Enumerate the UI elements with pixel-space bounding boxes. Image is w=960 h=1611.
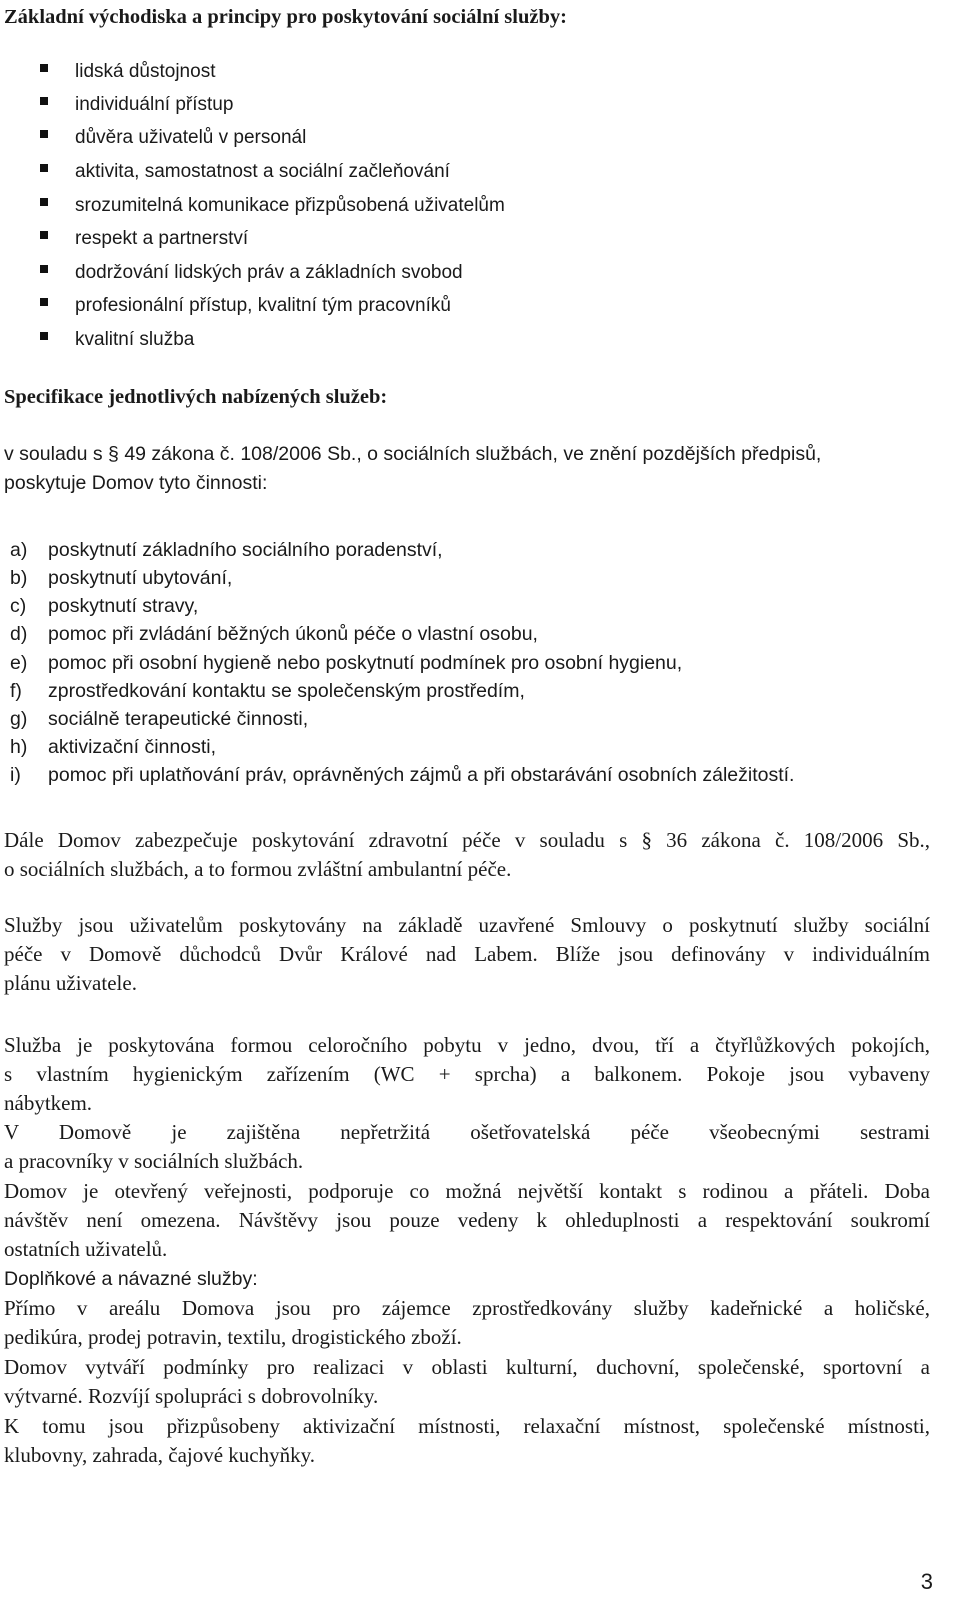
service-list-item: g) sociálně terapeutické činnosti, — [10, 708, 309, 730]
service-list-item: f) zprostředkování kontaktu se společenským prostředím, — [10, 680, 525, 702]
bullet-item: lidská důstojnost — [0, 55, 900, 88]
additional-services-heading: Doplňkové a návazné služby: — [4, 1268, 258, 1290]
open-house-paragraph-line: ostatních uživatelů. — [4, 1237, 168, 1261]
open-house-paragraph-line: návštěv není omezena. Návštěvy jsou pouze vedeny k ohleduplnosti a respektování soukromí — [4, 1208, 930, 1232]
additional-paragraph-line: pedikúra, prodej potravin, textilu, drogistického zboží. — [4, 1325, 462, 1349]
bullet-item: profesionální přístup, kvalitní tým pracovníků — [0, 289, 900, 322]
stay-paragraph-line: s vlastním hygienickým zařízením (WC + sprcha) a balkonem. Pokoje jsou vybaveny — [4, 1062, 930, 1086]
services-heading: Specifikace jednotlivých nabízených služeb: — [4, 386, 388, 408]
contract-paragraph-line: péče v Domově důchodců Dvůr Králové nad Labem. Blíže jsou definovány v individuálním — [4, 942, 930, 966]
square-bullet-icon — [40, 298, 48, 306]
service-list-item: d) pomoc při zvládání běžných úkonů péče o vlastní osobu, — [10, 623, 538, 645]
square-bullet-icon — [40, 164, 48, 172]
bullet-item: kvalitní služba — [0, 323, 900, 356]
service-list-item: b) poskytnutí ubytování, — [10, 567, 233, 589]
principles-heading: Základní východiska a principy pro poskytování sociální služby: — [4, 6, 567, 28]
square-bullet-icon — [40, 130, 48, 138]
bullet-item: individuální přístup — [0, 88, 900, 121]
square-bullet-icon — [40, 231, 48, 239]
square-bullet-icon — [40, 332, 48, 340]
additional-paragraph-line: Přímo v areálu Domova jsou pro zájemce zprostředkovány služby kadeřnické a holičské, — [4, 1296, 930, 1320]
stay-paragraph-line: Služba je poskytována formou celoročního pobytu v jedno, dvou, tří a čtyřlůžkových pokojích, — [4, 1033, 930, 1057]
bullet-item: respekt a partnerství — [0, 222, 900, 255]
service-list-item: h) aktivizační činnosti, — [10, 736, 216, 758]
rooms-paragraph-line: K tomu jsou přizpůsobeny aktivizační místnosti, relaxační místnost, společenské místnosti, — [4, 1414, 930, 1438]
bullet-item: aktivita, samostatnost a sociální začleňování — [0, 155, 900, 188]
service-list-item: e) pomoc při osobní hygieně nebo poskytnutí podmínek pro osobní hygienu, — [10, 652, 683, 674]
health-care-paragraph-line: Dále Domov zabezpečuje poskytování zdravotní péče v souladu s § 36 zákona č. 108/2006 Sb., — [4, 828, 930, 852]
stay-paragraph-line: nábytkem. — [4, 1091, 93, 1115]
activities-paragraph-line: výtvarné. Rozvíjí spolupráci s dobrovolníky. — [4, 1384, 379, 1408]
nursing-paragraph-line: V Domově je zajištěna nepřetržitá ošetřovatelská péče všeobecnými sestrami — [4, 1120, 930, 1144]
open-house-paragraph-line: Domov je otevřený veřejnosti, podporuje co možná největší kontakt s rodinou a přáteli. Doba — [4, 1179, 930, 1203]
bullet-item: důvěra uživatelů v personál — [0, 121, 900, 154]
page-number: 3 — [920, 1569, 933, 1594]
nursing-paragraph-line: a pracovníky v sociálních službách. — [4, 1149, 304, 1173]
contract-paragraph-line: plánu uživatele. — [4, 971, 137, 995]
health-care-paragraph-line: o sociálních službách, a to formou zvláštní ambulantní péče. — [4, 857, 512, 881]
square-bullet-icon — [40, 198, 48, 206]
bullet-item: srozumitelná komunikace přizpůsobená uživatelům — [0, 189, 900, 222]
services-intro-line: v souladu s § 49 zákona č. 108/2006 Sb., o sociálních službách, ve znění pozdějších předpisů, — [4, 443, 822, 465]
activities-paragraph-line: Domov vytváří podmínky pro realizaci v oblasti kulturní, duchovní, společenské, sportovní a — [4, 1355, 930, 1379]
service-list-item: c) poskytnutí stravy, — [10, 595, 199, 617]
contract-paragraph-line: Služby jsou uživatelům poskytovány na základě uzavřené Smlouvy o poskytnutí služby sociální — [4, 913, 930, 937]
square-bullet-icon — [40, 64, 48, 72]
services-intro-line: poskytuje Domov tyto činnosti: — [4, 472, 268, 494]
service-list-item: i) pomoc při uplatňování práv, oprávněných zájmů a při obstarávání osobních záležitostí. — [10, 764, 795, 786]
square-bullet-icon — [40, 265, 48, 273]
rooms-paragraph-line: klubovny, zahrada, čajové kuchyňky. — [4, 1443, 316, 1467]
bullet-item: dodržování lidských práv a základních svobod — [0, 256, 900, 289]
service-list-item: a) poskytnutí základního sociálního poradenství, — [10, 539, 443, 561]
square-bullet-icon — [40, 97, 48, 105]
